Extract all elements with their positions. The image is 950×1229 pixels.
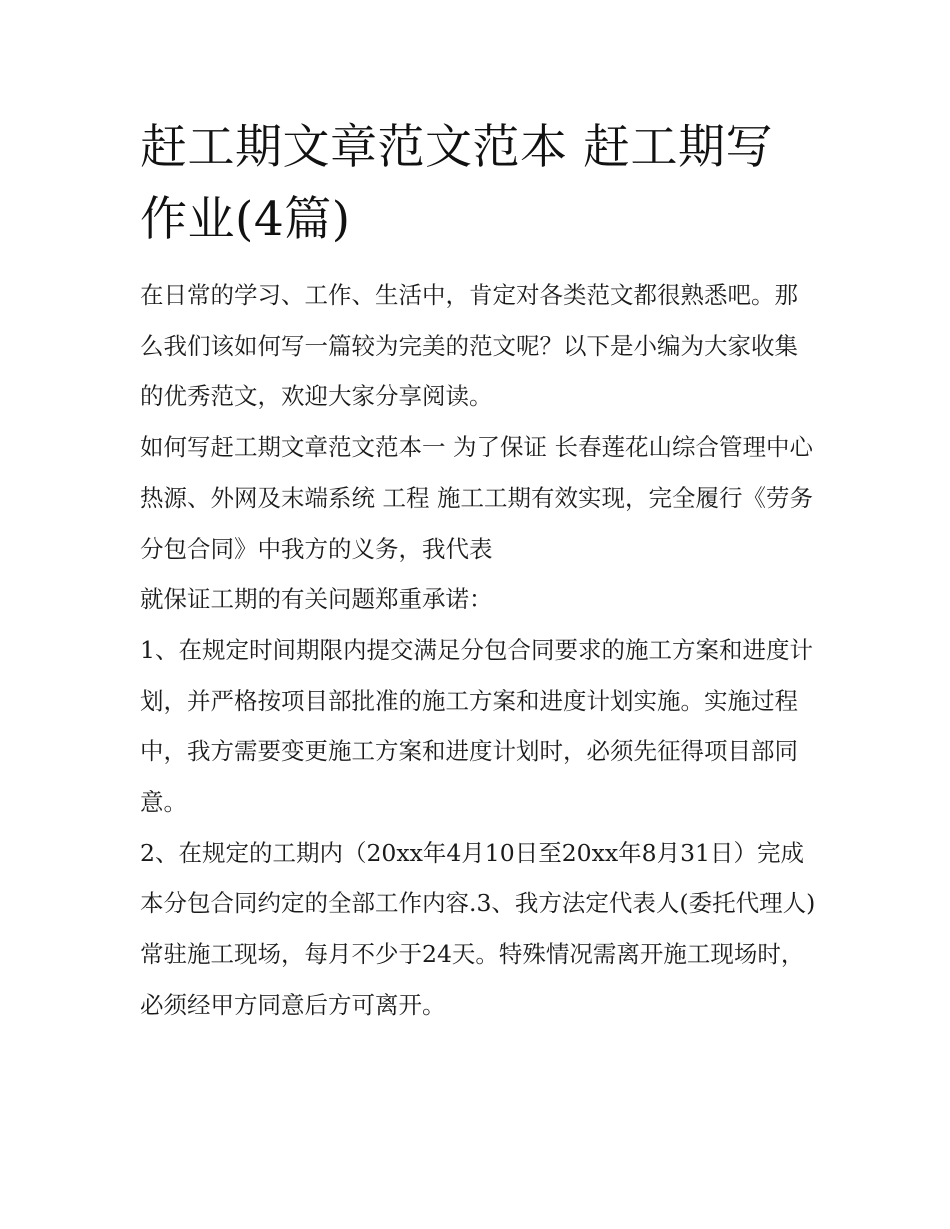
commitment-heading-paragraph: 就保证工期的有关问题郑重承诺： [140,585,493,614]
item-two-paragraph: 2、在规定的工期内（20xx年4月10日至20xx年8月31日）完成本分包合同约定的全部工作内容.3、我方法定代表人(委托代理人) [140,838,816,918]
document-body [140,112,820,1031]
onsite-paragraph: 常驻施工现场，每月不少于24天。特殊情况需离开施工现场时，必须经甲方同意后方可离开。 [140,940,805,1019]
item-one-paragraph: 1、在规定时间期限内提交满足分包合同要求的施工方案和进度计划，并严格按项目部批准的施工方案和进度计划实施。实施过程中，我方需要变更施工方案和进度计划时，必须先征得项目部同意。 [140,635,813,817]
intro-paragraph: 在日常的学习、工作、生活中，肯定对各类范文都很熟悉吧。那么我们该如何写一篇较为完美的范文呢？以下是小编为大家收集的优秀范文，欢迎大家分享阅读。 [140,281,798,411]
document-title: 赶工期文章范文范本 赶工期写作业(4篇) [140,120,773,247]
section-one-paragraph: 如何写赶工期文章范文范本一 为了保证 长春莲花山综合管理中心热源、外网及末端系统 工程 施工工期有效实现，完全履行《劳务分包合同》中我方的义务，我代表 [140,433,813,563]
